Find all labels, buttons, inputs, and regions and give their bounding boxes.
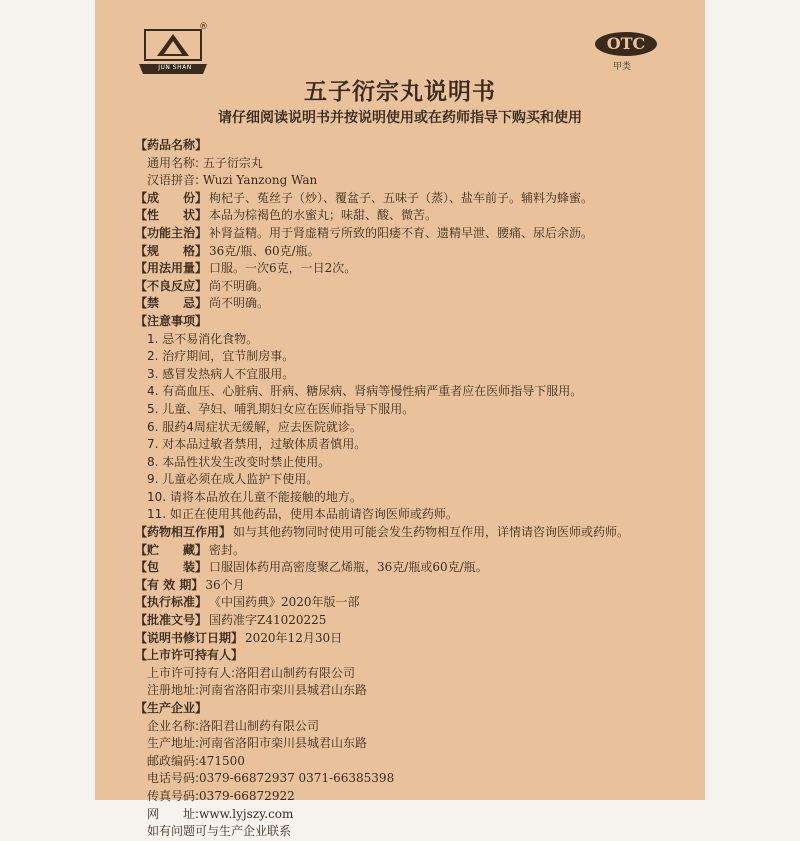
brand-name-en: JUN SHAN <box>158 64 192 71</box>
leaflet-paper <box>95 0 705 839</box>
precaution-item: 9. 儿童必须在成人监护下使用。 <box>147 472 319 487</box>
page-subtitle: 请仔细阅读说明书并按说明使用或在药师指导下购买和使用 <box>218 110 582 126</box>
precaution-item: 7. 对本品过敏者禁用，过敏体质者慎用。 <box>147 437 367 452</box>
precaution-item: 3. 感冒发热病人不宜服用。 <box>147 366 295 381</box>
generic-name-row <box>135 155 700 173</box>
holder-header: 【上市许可持有人】 <box>135 648 244 663</box>
generic-name-label: 通用名称: <box>147 155 200 170</box>
pinyin-value: Wuzi Yanzong Wan <box>202 173 318 188</box>
holder-row: 注册地址:河南省洛阳市栾川县城君山东路 <box>147 683 368 698</box>
section-row: 【规 格】 36克/瓶、60克/瓶。 <box>135 243 320 258</box>
page-title: 五子衍宗丸说明书 <box>304 79 496 105</box>
manufacturer-header: 【生产企业】 <box>135 701 208 715</box>
leaflet-content <box>135 137 700 841</box>
precaution-item: 6. 服药4周症状无缓解，应去医院就诊。 <box>147 419 362 434</box>
precaution-item: 2. 治疗期间，宜节制房事。 <box>147 349 295 364</box>
registered-mark: ® <box>199 22 208 32</box>
website-row: 网 址:www.lyjszy.com <box>147 806 294 821</box>
section-row: 【用法用量】 口服。一次6克，一日2次。 <box>135 261 357 276</box>
otc-category: 甲类 <box>613 62 632 72</box>
section-row: 【执行标准】 《中国药典》2020年版一部 <box>135 595 360 610</box>
pinyin-label: 汉语拼音: <box>147 173 200 188</box>
otc-badge: OTC <box>595 32 657 56</box>
section-row: 【说明书修订日期】 2020年12月30日 <box>135 630 343 645</box>
section-row: 【成 份】 枸杞子、菟丝子（炒）、覆盆子、五味子（蒸）、盐车前子。辅料为蜂蜜。 <box>135 190 594 205</box>
precautions-header: 【注意事项】 <box>135 313 208 328</box>
generic-name-value: 五子衍宗丸 <box>202 155 263 170</box>
precaution-item: 8. 本品性状发生改变时禁止使用。 <box>147 454 331 469</box>
precaution-item: 10. 请将本品放在儿童不能接触的地方。 <box>147 489 362 504</box>
manufacturer-row: 电话号码:0379-66872937 0371-66385398 <box>147 771 395 786</box>
precaution-item: 4. 有高血压、心脏病、肝病、糖尿病、肾病等慢性病严重者应在医师指导下服用。 <box>147 384 583 399</box>
manufacturer-row: 企业名称:洛阳君山制药有限公司 <box>147 718 320 733</box>
section-row: 【不良反应】 尚不明确。 <box>135 278 270 293</box>
section-row: 【包 装】 口服固体药用高密度聚乙烯瓶，36克/瓶或60克/瓶。 <box>135 560 488 575</box>
section-row: 【有 效 期】 36个月 <box>135 577 245 592</box>
section-row: 【功能主治】 补肾益精。用于肾虚精亏所致的阳痿不育、遗精早泄、腰痛、尿后余沥。 <box>135 225 594 240</box>
section-row: 【贮 藏】 密封。 <box>135 542 246 557</box>
precaution-item: 5. 儿童、孕妇、哺乳期妇女应在医师指导下服用。 <box>147 401 415 416</box>
section-row: 【批准文号】 国药准字Z41020225 <box>135 613 327 628</box>
manufacturer-row: 生产地址:河南省洛阳市栾川县城君山东路 <box>147 736 368 751</box>
holder-row: 上市许可持有人:洛阳君山制药有限公司 <box>147 665 356 680</box>
drug-name-header: 【药品名称】 <box>135 138 208 152</box>
manufacturer-row: 传真号码:0379-66872922 <box>147 788 295 803</box>
footer-note: 如有问题可与生产企业联系 <box>147 824 292 839</box>
pinyin-row <box>135 172 700 190</box>
website-link[interactable]: www.lyjszy.com <box>199 806 294 821</box>
section-row: 【药物相互作用】 如与其他药物同时使用可能会发生药物相互作用，详情请咨询医师或药师。 <box>135 525 630 540</box>
manufacturer-row: 邮政编码:471500 <box>147 753 245 768</box>
section-row: 【禁 忌】 尚不明确。 <box>135 296 270 311</box>
precaution-item: 11. 如正在使用其他药品，使用本品前请咨询医师或药师。 <box>147 507 458 522</box>
precaution-item: 1. 忌不易消化食物。 <box>147 331 259 346</box>
section-row: 【性 状】 本品为棕褐色的水蜜丸；味甜、酸、微苦。 <box>135 208 438 223</box>
